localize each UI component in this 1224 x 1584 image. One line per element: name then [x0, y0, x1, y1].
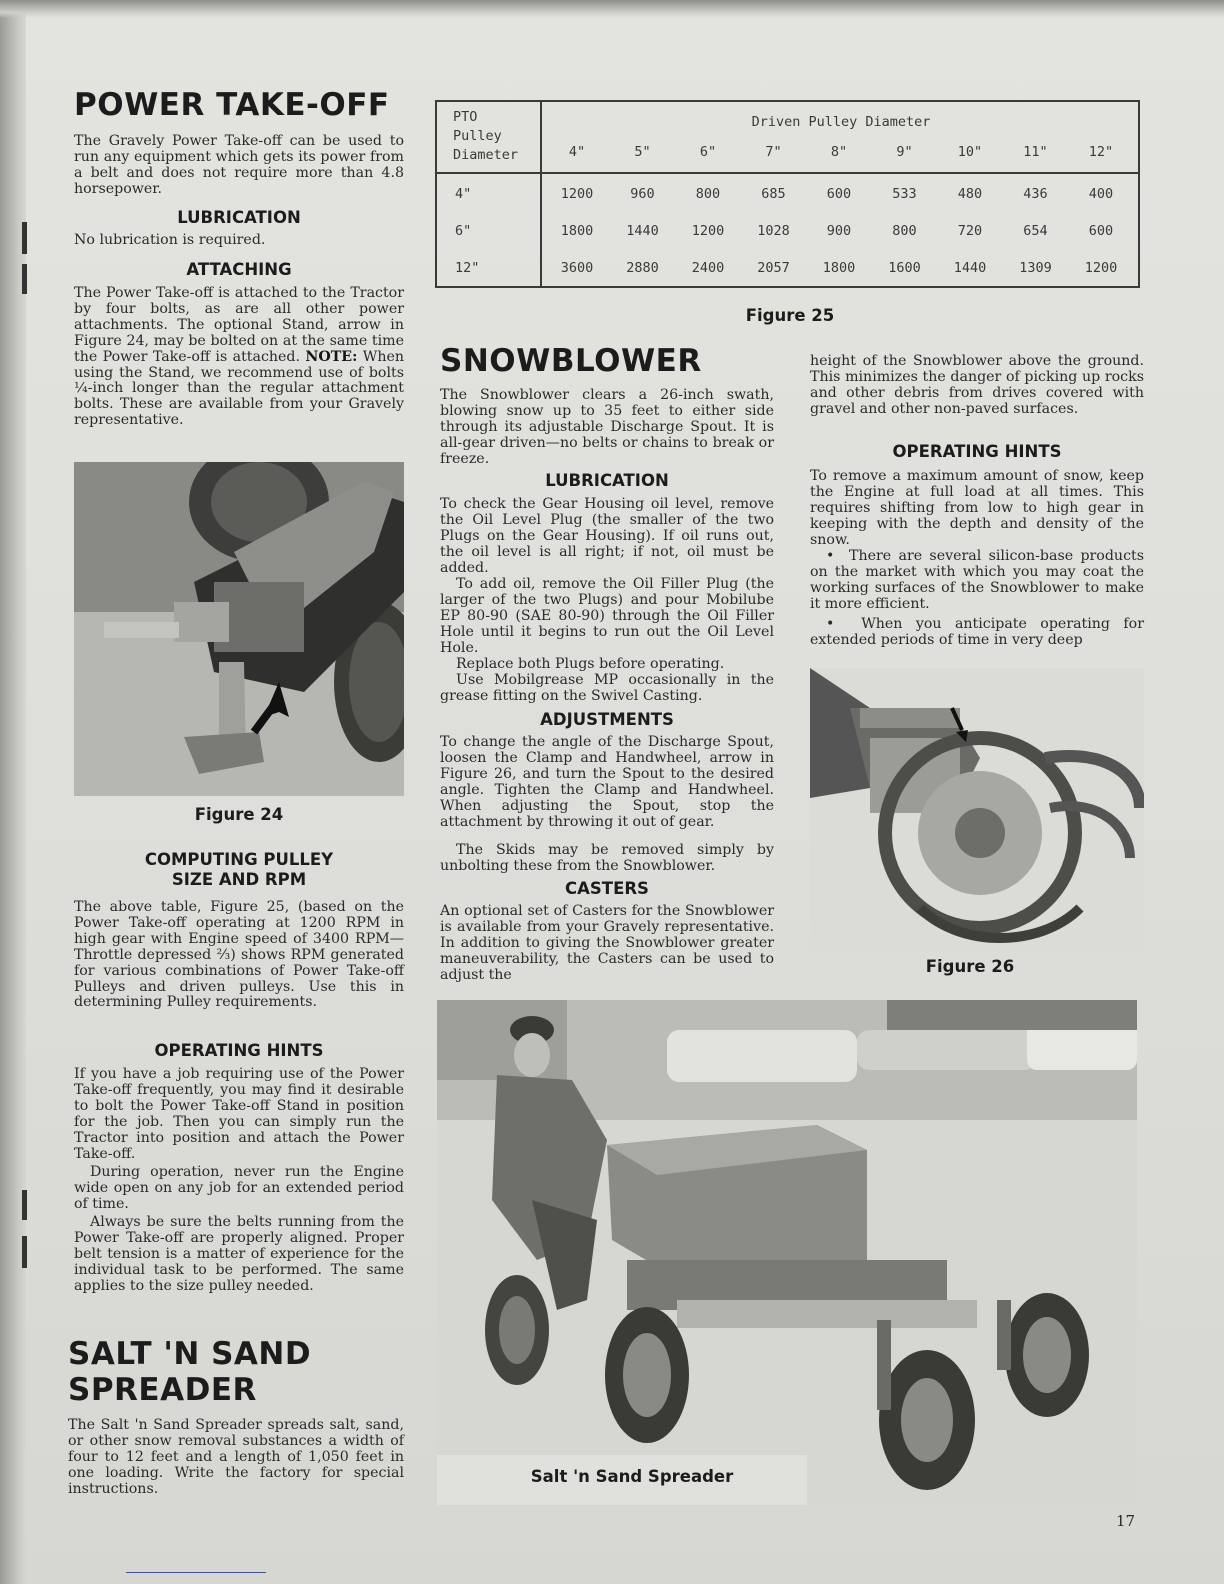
computing-text: The above table, Figure 25, (based on the Power Take-off operating at 1200 RPM in high gear with Engine speed of 3400 RPM—Throttle depressed ⅔) shows RPM generated for various combinations of Power Take-off Pulleys and driven pulleys. Use this in determining Pulley requirements.	[74, 899, 404, 1011]
table-cell: 600	[1088, 223, 1114, 239]
table-column-header: 5"	[634, 144, 651, 160]
table-cell: 3600	[560, 260, 594, 276]
snow-bullet-1: • There are several silicon-base products on the market with which you may coat the working surfaces of the Snowblower to make it more efficient.	[810, 548, 1144, 612]
binding-mark	[22, 1190, 27, 1220]
pto-lubrication-heading: LUBRICATION	[177, 208, 301, 227]
table-cell: 800	[892, 223, 917, 239]
snow-lubrication-text-1: To check the Gear Housing oil level, remove the Oil Level Plug (the smaller of the two Plugs on the Gear Housing). If oil runs out, the oil level is all right; if not, oil must be added.	[440, 496, 774, 576]
table-cell: 685	[761, 186, 786, 202]
figure24-caption: Figure 24	[194, 805, 284, 824]
pulley-rpm-table	[435, 100, 1140, 288]
pto-operating-text-2: During operation, never run the Engine wide open on any job for an extended period of time.	[74, 1164, 404, 1212]
table-cell: 1200	[1084, 260, 1118, 276]
table-cell: 1440	[626, 223, 659, 239]
table-cell: 900	[826, 223, 852, 239]
snow-lubrication-text-3: Replace both Plugs before operating.	[456, 656, 725, 672]
snow-bullet-2: • When you anticipate operating for extended periods of time in very deep	[810, 616, 1144, 648]
table-cell: 1800	[560, 223, 594, 239]
table-row-pto: 6"	[455, 223, 472, 239]
table-header: Driven Pulley Diameter	[751, 114, 931, 130]
attaching-heading: ATTACHING	[186, 260, 292, 279]
table-column-header: 10"	[957, 144, 983, 160]
table-cell: 1440	[953, 260, 987, 276]
computing-heading: COMPUTING PULLEY SIZE AND RPM	[144, 850, 334, 889]
table-cell: 1309	[1019, 260, 1052, 276]
table-column-header: 9"	[896, 144, 913, 160]
snow-lubrication-text-4: Use Mobilgrease MP occasionally in the grease fitting on the Swivel Casting.	[440, 672, 774, 704]
snow-operating-heading: OPERATING HINTS	[892, 442, 1062, 461]
casters-heading: CASTERS	[565, 879, 649, 898]
table-row-pto: 12"	[455, 260, 480, 276]
figure26-photo	[810, 668, 1144, 950]
snowblower-illustration	[810, 668, 1144, 950]
pto-lubrication-text: No lubrication is required.	[74, 232, 266, 248]
adjustments-text-1: To change the angle of the Discharge Spout, loosen the Clamp and Handwheel, arrow in Figure 26, and turn the Spout to the desired angle. Tighten the Clamp and Handwheel. When adjusting the Spout, stop the attachment by throwing it out of gear.	[440, 734, 774, 830]
table-cell: 1028	[757, 223, 790, 239]
snow-lubrication-heading: LUBRICATION	[545, 471, 669, 490]
binding-mark	[22, 222, 27, 254]
table-cell: 1600	[888, 260, 921, 276]
table-cell: 400	[1088, 186, 1114, 202]
pto-stand-illustration	[74, 462, 404, 796]
salt-spreader-title: SALT 'N SAND SPREADER	[68, 1336, 312, 1408]
table-corner-label: PTO Pulley Diameter	[453, 109, 519, 163]
snowblower-title: SNOWBLOWER	[440, 343, 702, 379]
pto-title: POWER TAKE-OFF	[74, 87, 390, 123]
table-cell: 2400	[691, 260, 725, 276]
salt-spreader-text: The Salt 'n Sand Spreader spreads salt, sand, or other snow removal substances a width of four to 12 feet and a length of 1,050 feet in one loading. Write the factory for special instructions.	[68, 1417, 404, 1497]
table-cell: 2057	[757, 260, 790, 276]
table-row-pto: 4"	[455, 186, 472, 202]
note-label: NOTE:	[305, 348, 358, 365]
table-cell: 480	[957, 186, 983, 202]
spreader-caption: Salt 'n Sand Spreader	[530, 1467, 734, 1486]
table-cell: 533	[892, 186, 917, 202]
adjustments-text-2: The Skids may be removed simply by unbolting these from the Snowblower.	[440, 842, 774, 874]
table-cell: 654	[1023, 223, 1048, 239]
table-cell: 1800	[822, 260, 856, 276]
scan-artifact-line	[126, 1572, 266, 1573]
binding-mark	[22, 264, 27, 294]
table-column-header: 6"	[699, 144, 717, 160]
table-cell: 600	[826, 186, 852, 202]
table-column-header: 8"	[830, 144, 848, 160]
casters-text: An optional set of Casters for the Snowblower is available from your Gravely representative. In addition to giving the Snowblower greater maneuverability, the Casters can be used to adjust the	[440, 903, 774, 983]
figure26-caption: Figure 26	[925, 957, 1015, 976]
snowblower-intro: The Snowblower clears a 26-inch swath, blowing snow up to 35 feet to either side through its adjustable Discharge Spout. It is all-gear driven—no belts or chains to break or freeze.	[440, 387, 774, 467]
table-cell: 2880	[626, 260, 659, 276]
casters-continued-text: height of the Snowblower above the ground. This minimizes the danger of picking up rocks and other debris from drives covered with gravel and other non-paved surfaces.	[810, 353, 1144, 417]
table-cell: 800	[695, 186, 721, 202]
attaching-text: The Power Take-off is attached to the Tractor by four bolts, as are all other power attachments. The optional Stand, arrow in Figure 24, may be bolted on at the same time the Power Take-off is attached. NOTE: When using the Stand, we recommend use of bolts ¼-inch longer than the regular attachment bolts. These are available from your Gravely representative.	[74, 285, 405, 429]
pto-operating-text-3: Always be sure the belts running from the Power Take-off are properly aligned. Proper belt tension is a matter of experience for the individual task to be performed. The same applies to the size pulley needed.	[74, 1214, 404, 1294]
table-cell: 960	[630, 186, 655, 202]
adjustments-heading: ADJUSTMENTS	[540, 710, 674, 729]
page-number: 17	[1116, 1512, 1136, 1530]
pto-operating-text-1: If you have a job requiring use of the Power Take-off frequently, you may find it desirable to bolt the Power Take-off Stand in position for the job. Then you can simply run the Tractor into position and attach the Power Take-off.	[74, 1066, 404, 1162]
binding-mark	[22, 1236, 27, 1268]
snow-operating-text-1: To remove a maximum amount of snow, keep the Engine at full load at all times. This requires shifting from low to high gear in keeping with the depth and density of the snow.	[810, 468, 1144, 548]
snow-lubrication-text-2: To add oil, remove the Oil Filler Plug (the larger of the two Plugs) and pour Mobilube EP 80-90 (SAE 80-90) through the Oil Filler Hole until it begins to run out the Oil Level Hole.	[440, 576, 774, 656]
spreader-illustration	[437, 1000, 1137, 1505]
table-column-header: 4"	[568, 144, 586, 160]
figure25-caption: Figure 25	[745, 306, 835, 325]
table-cell: 1200	[691, 223, 725, 239]
top-edge-shadow	[0, 0, 1224, 18]
pto-operating-heading: OPERATING HINTS	[154, 1041, 324, 1060]
table-column-header: 11"	[1023, 144, 1048, 160]
table-column-header: 12"	[1088, 144, 1114, 160]
spreader-photo	[437, 1000, 1137, 1505]
table-cell: 720	[957, 223, 983, 239]
table-cell: 1200	[560, 186, 594, 202]
figure24-photo	[74, 462, 404, 796]
pto-intro: The Gravely Power Take-off can be used to run any equipment which gets its power from a belt and does not require more than 4.8 horsepower.	[74, 133, 404, 197]
table-column-header: 7"	[765, 144, 782, 160]
table-cell: 436	[1023, 186, 1048, 202]
